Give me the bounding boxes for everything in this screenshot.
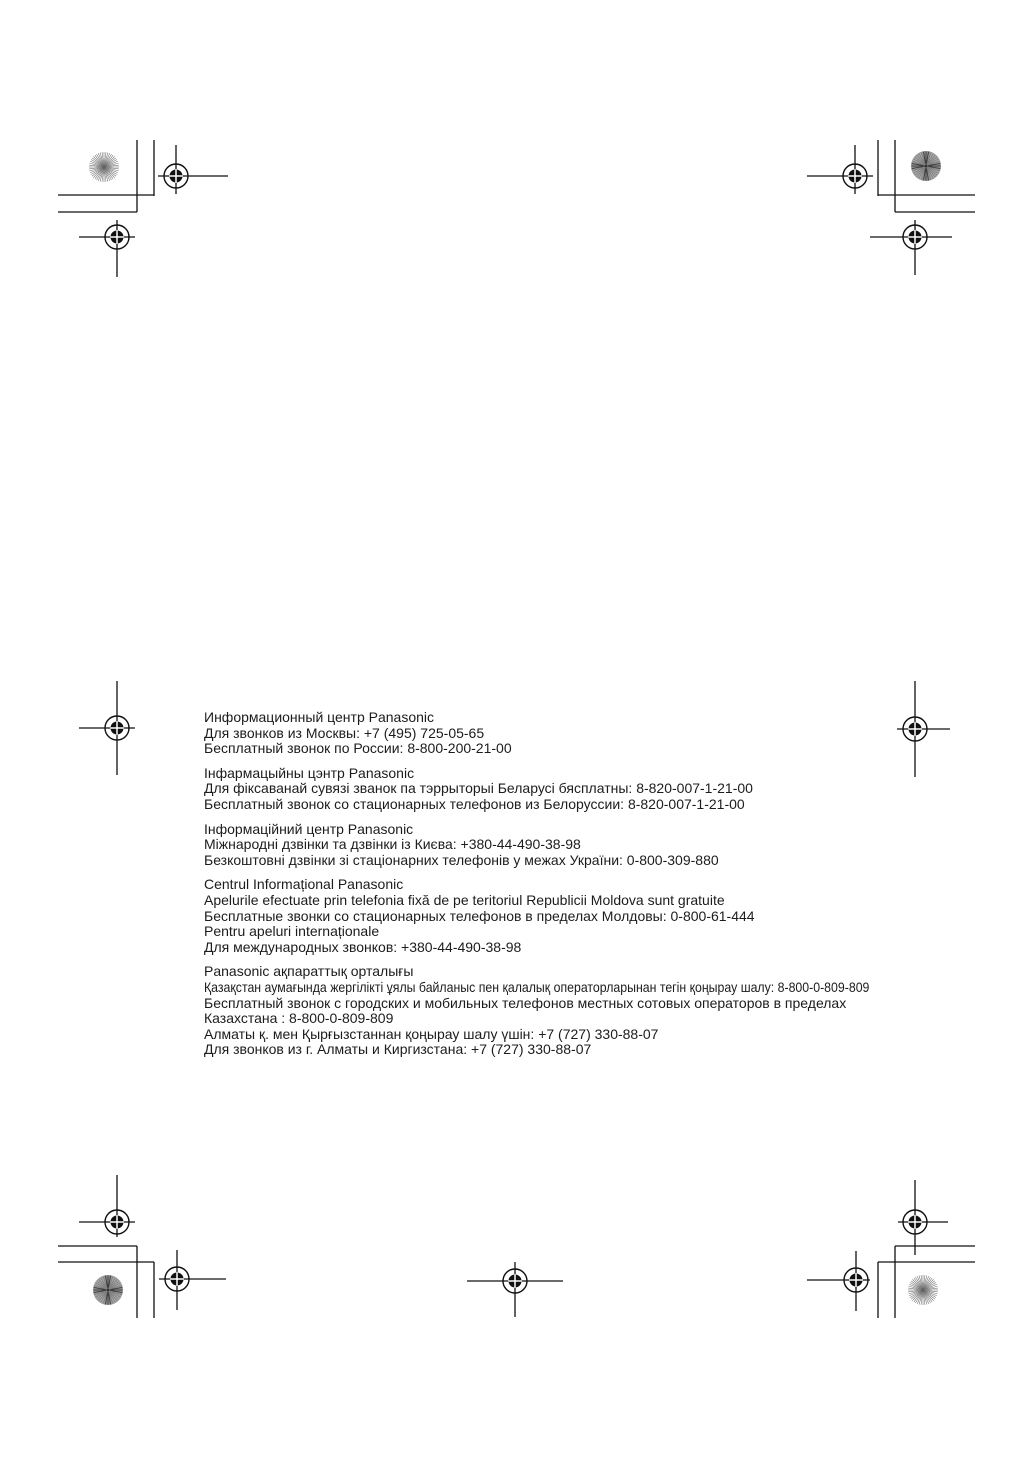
contact-line: Для фіксаванай сувязі званок па тэррыторыі Беларусі бясплатны: 8-820-007-1-21-00 — [204, 780, 753, 797]
starburst-calibration-icon — [911, 151, 941, 181]
starburst-calibration-icon — [89, 152, 119, 182]
contact-line: Інфармацыйны цэнтр Panasonic — [204, 764, 415, 781]
contact-line: Бесплатный звонок с городских и мобильных телефонов местных сотовых операторов в пределах — [204, 994, 847, 1011]
contact-line: Бесплатный звонок по России: 8-800-200-21-00 — [204, 740, 512, 757]
contact-line: Centrul Informațional Panasonic — [204, 876, 404, 893]
registration-mark-icon — [79, 1175, 135, 1237]
contact-line: Безкоштовні дзвінки зі стаціонарних телефонів у межах України: 0-800-309-880 — [204, 851, 719, 868]
contact-line-condensed: Қазақстан аумағында жергілікті ұялы байланыс пен қалалық операторларынан тегін қоңырау шалу: 8-800-0-809-809 — [204, 978, 870, 995]
registration-mark-icon — [158, 145, 228, 194]
contact-line: Pentru apeluri internaționale — [204, 923, 380, 940]
contact-line: Бесплатные звонки со стационарных телефонов в пределах Молдовы: 0-800-61-444 — [204, 907, 755, 924]
contact-line: Apelurile efectuate prin telefonia fixă de pe teritoriul Republicii Moldova sunt gratuite — [204, 891, 725, 908]
contact-line: Інформаційний центр Panasonic — [204, 820, 414, 837]
contact-line: Казахстана : 8-800-0-809-809 — [204, 1010, 394, 1027]
registration-mark-icon — [807, 1251, 870, 1311]
registration-mark-icon — [898, 1180, 948, 1255]
registration-mark-icon — [807, 145, 873, 194]
registration-mark-icon — [870, 220, 952, 275]
registration-mark-icon — [159, 1250, 226, 1310]
registration-mark-icon — [467, 1262, 563, 1317]
contact-line: Panasonic ақпараттық орталығы — [204, 963, 414, 980]
contact-line: Для международных звонков: +380-44-490-38-98 — [204, 938, 522, 955]
registration-mark-icon — [79, 220, 135, 277]
contact-line: Для звонков из Москвы: +7 (495) 725-05-65 — [204, 724, 485, 741]
contact-line: Информационный центр Panasonic — [204, 709, 435, 725]
contact-line: Для звонков из г. Алматы и Киргизстана: +7 (727) 330-88-07 — [204, 1041, 592, 1058]
contact-line: Міжнародні дзвінки та дзвінки із Києва: +380-44-490-38-98 — [204, 836, 581, 853]
contact-block-moldova — [204, 877, 924, 955]
contact-block-russia — [204, 710, 924, 757]
registration-mark-icon — [79, 681, 135, 775]
starburst-calibration-icon — [908, 1275, 938, 1305]
contact-info-area — [204, 710, 924, 1067]
starburst-calibration-icon — [93, 1275, 123, 1305]
contact-block-belarus — [204, 766, 924, 813]
contact-line: Бесплатный звонок со стационарных телефонов из Белоруссии: 8-820-007-1-21-00 — [204, 795, 745, 812]
contact-line: Алматы қ. мен Қырғызстаннан қоңырау шалу үшін: +7 (727) 330-88-07 — [204, 1025, 659, 1042]
contact-block-kazakhstan — [204, 964, 924, 1058]
contact-block-ukraine — [204, 822, 924, 869]
